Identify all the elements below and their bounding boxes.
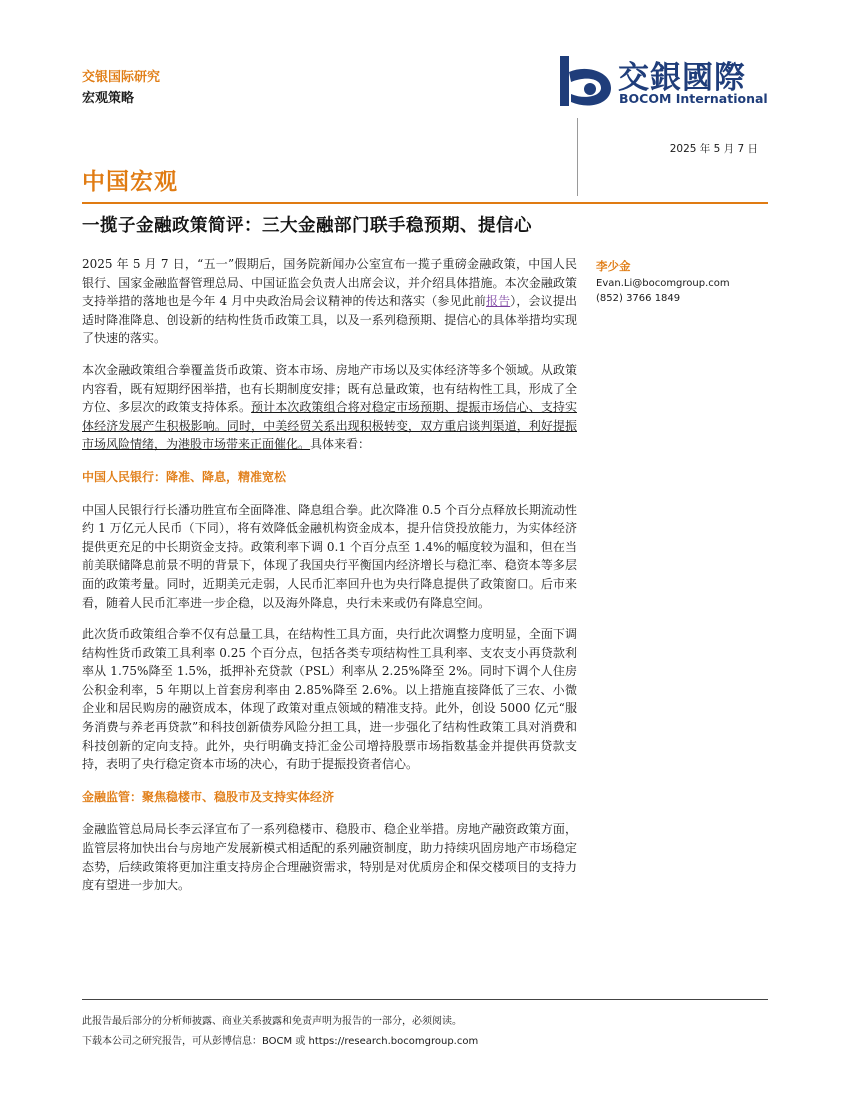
report-category: 宏观策略 [82,91,135,106]
footer-download: 下载本公司之研究报告，可从彭博信息：BOCM 或 https://research.bocomgroup.com [82,1036,479,1047]
paragraph-overview-text-b: 具体来看： [310,437,371,452]
brand-name: 交银国际研究 [82,70,161,85]
logo-chinese-text: 交銀國際 [618,60,746,96]
paragraph-overview [82,361,577,454]
author-block [596,259,730,307]
bocom-logo [557,50,769,112]
main-title: 一揽子金融政策简评：三大金融部门联手稳预期、提信心 [82,216,532,236]
author-phone: (852) 3766 1849 [596,293,681,304]
report-body [82,255,577,908]
paragraph-pboc-structural: 此次货币政策组合拳不仅有总量工具，在结构性工具方面，央行此次调整力度明显，全面下调结构性货币政策工具利率 0.25 个百分点，包括各类专项结构性工具利率、支农支小再贷款利率从 1.75%降至 1.5%，抵押补充贷款（PSL）利率从 2.25%降至 2%。同时下调个人住房公积金利率，5 年期以上首套房利率由 2.85%降至 2.6%。以上措施直接降低了三农、小微企业和居民购房的融资成本，体现了政策对重点领域的精准支持。此外，创设 5000 亿元“服务消费与养老再贷款”和科技创新债券风险分担工具，进一步强化了结构性政策工具对消费和科技创新的定向支持。此外，央行明确支持汇金公司增持股票市场指数基金并提供再贷款支持，表明了央行稳定资本市场的决心，有助于提振投资者信心。 [82,627,577,772]
paragraph-intro [82,255,577,348]
paragraph-intro-text-a: 2025 年 5 月 7 日，“五一”假期后，国务院新闻办公室宣布一揽子重磅金融政策，中国人民银行、国家金融监督管理总局、中国证监会负责人出席会议，并介绍具体措施。本次金融政策支持举措的落地也是今年 4 月中央政治局会议精神的传达和落实（参见此前 [82,257,577,309]
subheading-regulation: 金融监管：聚焦稳楼市、稳股市及支持实体经济 [82,789,335,804]
author-name: 李少金 [596,259,631,273]
section-title: 中国宏观 [82,168,178,195]
author-email[interactable]: Evan.Li@bocomgroup.com [596,277,730,289]
bocom-logo-icon [557,50,617,112]
paragraph-pboc-rates: 中国人民银行行长潘功胜宣布全面降准、降息组合拳。此次降准 0.5 个百分点释放长期流动性约 1 万亿元人民币（下同），将有效降低金融机构资金成本，提升信贷投放能力，为实体经济提供更充足的中长期资金支持。政策利率下调 0.1 个百分点至 1.4%的幅度较为温和，但在当前美联储降息前景不明的背景下，体现了我国央行平衡国内经济增长与稳汇率、稳资本等多层面的政策考量。同时，近期美元走弱，人民币汇率回升也为央行降息提供了政策窗口。后市来看，随着人民币汇率进一步企稳，以及海外降息，央行未来或仍有降息空间。 [82,502,577,610]
footer-disclaimer: 此报告最后部分的分析师披露、商业关系披露和免责声明为报告的一部分，必须阅读。 [82,1016,462,1027]
footer [82,1012,478,1052]
report-date: 2025 年 5 月 7 日 [669,143,758,155]
footer-rule [82,999,768,1000]
subheading-pboc: 中国人民银行：降准、降息，精准宽松 [82,469,287,484]
paragraph-overview-text-a: 本次金融政策组合拳覆盖货币政策、资本市场、房地产市场以及实体经济等多个领域。从政策内容看，既有短期纾困举措，也有长期制度安排；既有总量政策，也有结构性工具，形成了全方位、多层次的政策支持体系。 [82,362,577,415]
title-rule [82,202,768,204]
report-link[interactable]: 报告 [485,294,511,309]
logo-english-text: BOCOM International [619,91,768,106]
paragraph-overview-highlight: 预计本次政策组合将对稳定市场预期、提振市场信心、支持实体经济发展产生积极影响。同时，中美经贸关系出现积极转变，双方重启谈判渠道，利好提振市场风险情绪，为港股市场带来正面催化。 [82,400,577,452]
paragraph-intro-text-b: ），会议提出适时降准降息、创设新的结构性货币政策工具，以及一系列稳预期、提信心的具体举措均实现了快速的落实。 [82,294,577,346]
header-divider [577,118,578,196]
brand-block [82,69,160,107]
paragraph-regulation: 金融监管总局局长李云泽宣布了一系列稳楼市、稳股市、稳企业举措。房地产融资政策方面，监管层将加快出台与房地产发展新模式相适配的系列融资制度，助力持续巩固房地产市场稳定态势，后续政策将更加注重支持房企合理融资需求，特别是对优质房企和保交楼项目的支持力度有望进一步加大。 [82,822,577,893]
